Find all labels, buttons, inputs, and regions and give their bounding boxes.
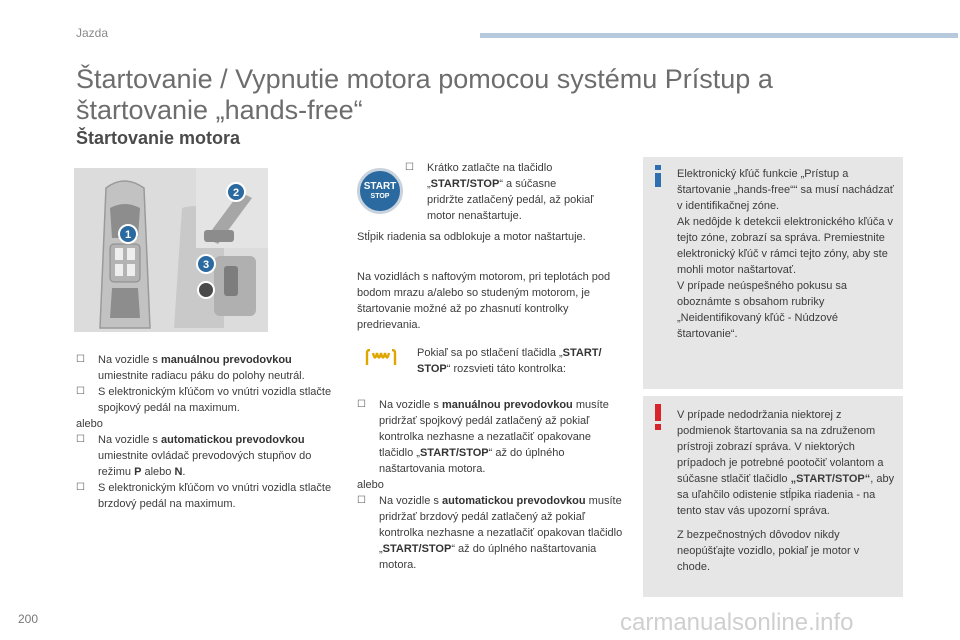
text: Na vozidle s <box>98 354 161 366</box>
text: S elektronickým kľúčom vo vnútri vozidla stlačte spojkový pedál na maximum. <box>98 386 332 414</box>
list-item <box>76 384 341 416</box>
list-item <box>405 160 595 224</box>
text: “ až do úplného naštartovania motora. <box>379 447 565 475</box>
text-bold: automatickou prevodovkou <box>441 495 586 507</box>
page-title-line-2: štartovanie „hands-free“ <box>76 95 363 125</box>
text: musíte pridržať brzdový pedál zatlačený až pokiaľ kontrolka nezhasne a nezatlačiť opakovan tlačidlo „ <box>379 495 623 555</box>
text-bold: „START/STOP“ <box>790 473 871 485</box>
or-separator: alebo <box>357 479 384 491</box>
checkbox-icon: ☐ <box>76 434 85 445</box>
text-bold: P <box>134 466 142 478</box>
text: Krátko zatlačte na tlačidlo „ <box>427 162 553 190</box>
left-column-instructions <box>76 352 341 512</box>
warning-paragraph <box>677 407 895 519</box>
text: musíte pridržať spojkový pedál zatlačený až pokiaľ kontrolka nezhasne a nezatlačiť opakovane tlačidlo „ <box>379 399 609 459</box>
page-title-line-1: Štartovanie / Vypnutie motora pomocou systému Prístup a <box>76 64 773 94</box>
text: umiestnite radiacu páku do polohy neutrál. <box>98 370 305 382</box>
text: , aby sa uľahčilo odistenie stĺpika riadenia - na tento stav vás upozorní správa. <box>677 473 895 517</box>
page-number: 200 <box>18 612 39 626</box>
preheating-lamp-icon <box>364 349 398 369</box>
text-bold: automatickou prevodovkou <box>160 434 305 446</box>
pedal-icon <box>196 168 268 248</box>
checkbox-icon: ☐ <box>76 386 85 397</box>
callout-1: 1 <box>124 229 132 241</box>
callout-2: 2 <box>232 187 240 199</box>
diesel-note: Na vozidlách s naftovým motorom, pri teplotách pod bodom mrazu a/alebo so studeným motorom, je štartovanie možné až po zhasnutí kontrolky predrievania. <box>357 271 611 331</box>
list-item <box>76 480 341 512</box>
text: Na vozidle s <box>379 495 442 507</box>
page-title <box>76 64 876 126</box>
unlock-text: Stĺpik riadenia sa odblokuje a motor naštartuje. <box>357 231 586 243</box>
list-item <box>76 352 341 384</box>
text: S elektronickým kľúčom vo vnútri vozidla stlačte brzdový pedál na maximum. <box>98 482 332 510</box>
list-item <box>357 493 627 573</box>
text-bold: START/STOP <box>430 178 500 190</box>
warning-text <box>677 407 895 575</box>
checkbox-icon: ☐ <box>357 495 366 506</box>
middle-column-instructions <box>357 229 627 573</box>
info-paragraph: V prípade neúspešného pokusu sa oboznámte s obsahom rubriky „Neidentifikovaný kľúč - Núdzové štartovanie“. <box>677 280 848 340</box>
text-bold: manuálnou prevodovkou <box>160 354 292 366</box>
text: “ a súčasne pridržte zatlačený pedál, až pokiaľ motor nenaštartuje. <box>427 178 594 222</box>
start-stop-button-icon <box>357 168 403 214</box>
section-subtitle: Štartovanie motora <box>76 128 241 148</box>
warning-paragraph: Z bezpečnostných dôvodov nikdy neopúšťajte vozidlo, pokiaľ je motor v chode. <box>677 529 860 573</box>
list-item <box>76 432 341 480</box>
checkbox-icon: ☐ <box>76 354 85 365</box>
text-bold: manuálnou prevodovkou <box>441 399 573 411</box>
checkbox-icon: ☐ <box>357 399 366 410</box>
info-icon <box>652 165 664 187</box>
pedal-illustration <box>196 168 268 248</box>
press-instruction <box>405 160 595 224</box>
text: “ až do úplného naštartovania motora. <box>379 543 597 571</box>
text: “ rozsvieti táto kontrolka: <box>446 363 566 375</box>
text: Na vozidle s <box>379 399 442 411</box>
text: . <box>182 466 186 478</box>
info-text <box>677 166 895 342</box>
header-bar <box>480 33 958 38</box>
stop-label: STOP <box>370 193 390 200</box>
list-item <box>357 397 627 477</box>
or-separator: alebo <box>76 418 103 430</box>
text: umiestnite ovládač prevodových stupňov do režimu <box>98 450 312 478</box>
checkbox-icon: ☐ <box>405 162 414 173</box>
watermark: carmanualsonline.info <box>620 609 854 636</box>
section-label: Jazda <box>76 26 109 40</box>
checkbox-icon: ☐ <box>76 482 85 493</box>
text: Pokiaľ sa po stlačení tlačidla „ <box>417 347 563 359</box>
text: V prípade nedodržania niektorej z podmienok štartovania sa na združenom prístroji zobrazí správa. V niektorých prípadoch je potrebné pootočiť volantom a súčasne stlačiť tlačidlo <box>677 409 884 485</box>
info-paragraph: Elektronický kľúč funkcie „Prístup a štartovanie „hands-free““ sa musí nachádzať v identifikačnej zóne. <box>677 168 894 212</box>
exclamation-icon <box>652 404 664 430</box>
info-paragraph: Ak nedôjde k detekcii elektronického kľúča v tejto zóne, zobrazí sa správa. Premiestnite elektronický kľúč v rámci tejto zóny, aby ste mohli motor naštartovať. <box>677 216 893 276</box>
text-bold: N <box>174 466 183 478</box>
text-bold: START/STOP <box>382 543 452 555</box>
callout-3: 3 <box>202 259 210 271</box>
text-bold: START/ STOP <box>417 347 602 375</box>
text: Na vozidle s <box>98 434 161 446</box>
text: alebo <box>141 466 175 478</box>
text-bold: START/STOP <box>419 447 489 459</box>
start-label: START <box>363 181 397 192</box>
